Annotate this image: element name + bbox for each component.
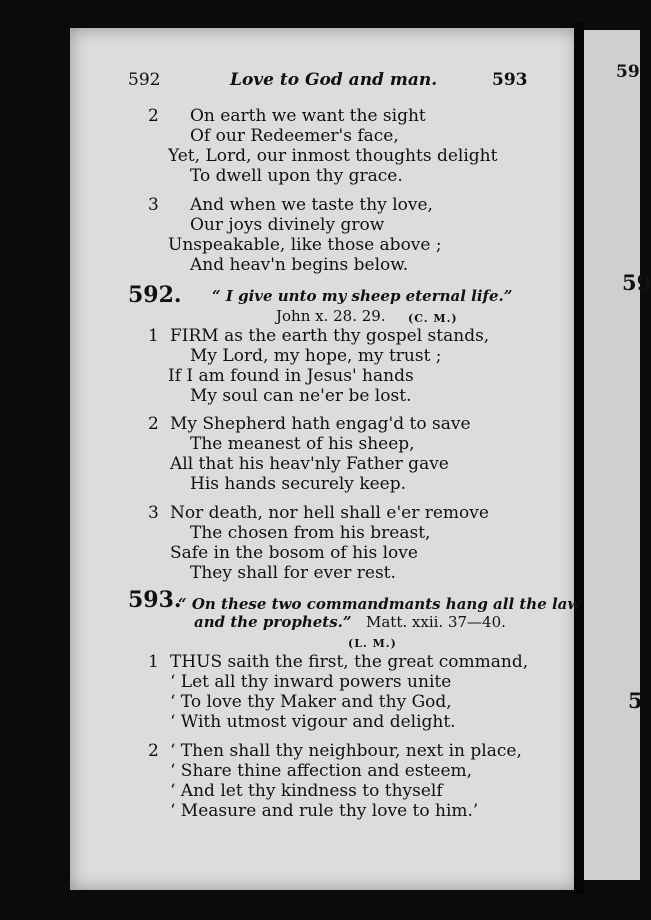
verse-line: Nor death, nor hell shall e'er remove	[170, 503, 489, 523]
verse-line: And heav'n begins below.	[190, 255, 409, 275]
facing-page-number: 59	[616, 62, 640, 82]
verse-line: Safe in the bosom of his love	[170, 543, 418, 563]
hymn-number: 592.	[128, 282, 182, 308]
verse-number: 1	[148, 326, 159, 346]
verse-line: ‘ With utmost vigour and delight.	[170, 712, 456, 732]
verse-line: Of our Redeemer's face,	[190, 126, 399, 146]
meter-label: (L. M.)	[348, 637, 397, 650]
verse-number: 3	[148, 195, 159, 215]
verse-line: ‘ To love thy Maker and thy God,	[170, 692, 452, 712]
verse-line: They shall for ever rest.	[190, 563, 396, 583]
facing-hymn-number-lower: 5	[628, 688, 643, 713]
page-number-left: 592	[128, 70, 161, 90]
verse-number: 1	[148, 652, 159, 672]
meter-label: (C. M.)	[408, 312, 458, 325]
verse-line: ‘ Measure and rule thy love to him.’	[170, 801, 479, 821]
verse-line: And when we taste thy love,	[190, 195, 433, 215]
page-title: Love to God and man.	[230, 70, 438, 90]
verse-line: The chosen from his breast,	[190, 523, 431, 543]
verse-line: ‘ Let all thy inward powers unite	[170, 672, 452, 692]
verse-number: 2	[148, 414, 159, 434]
verse-line: All that his heav'nly Father gave	[170, 454, 449, 474]
scripture-reference: Matt. xxii. 37—40.	[366, 613, 506, 631]
verse-line: ‘ Then shall thy neighbour, next in place,	[170, 741, 522, 761]
verse-line: ‘ Share thine affection and esteem,	[170, 761, 473, 781]
verse-line: My soul can ne'er be lost.	[190, 386, 412, 406]
hymn-number: 593.	[128, 587, 182, 613]
verse-line: My Lord, my hope, my trust ;	[190, 346, 442, 366]
page-number-right: 593	[492, 70, 528, 90]
hymn-caption: “ I give unto my sheep eternal life.”	[212, 287, 513, 305]
scripture-reference: John x. 28. 29.	[276, 307, 386, 325]
verse-number: 2	[148, 741, 159, 761]
verse-line: If I am found in Jesus' hands	[168, 366, 414, 386]
facing-page-edge	[584, 30, 651, 880]
verse-line: THUS saith the first, the great command,	[170, 652, 529, 672]
book-gutter	[574, 22, 584, 894]
verse-number: 2	[148, 106, 159, 126]
verse-line: The meanest of his sheep,	[190, 434, 415, 454]
verse-line: On earth we want the sight	[190, 106, 426, 126]
hymn-caption: “ On these two commandmants hang all the law	[178, 595, 581, 613]
verse-line: ‘ And let thy kindness to thyself	[170, 781, 443, 801]
verse-line: Our joys divinely grow	[190, 215, 385, 235]
verse-number: 3	[148, 503, 159, 523]
verse-line: My Shepherd hath engag'd to save	[170, 414, 471, 434]
verse-line: Unspeakable, like those above ;	[168, 235, 442, 255]
verse-line: His hands securely keep.	[190, 474, 407, 494]
facing-hymn-number: 59	[622, 270, 651, 295]
verse-line: To dwell upon thy grace.	[190, 166, 403, 186]
verse-line: FIRM as the earth thy gospel stands,	[170, 326, 490, 346]
verse-line: Yet, Lord, our inmost thoughts delight	[168, 146, 498, 166]
hymn-caption-cont: and the prophets.”	[194, 613, 352, 631]
